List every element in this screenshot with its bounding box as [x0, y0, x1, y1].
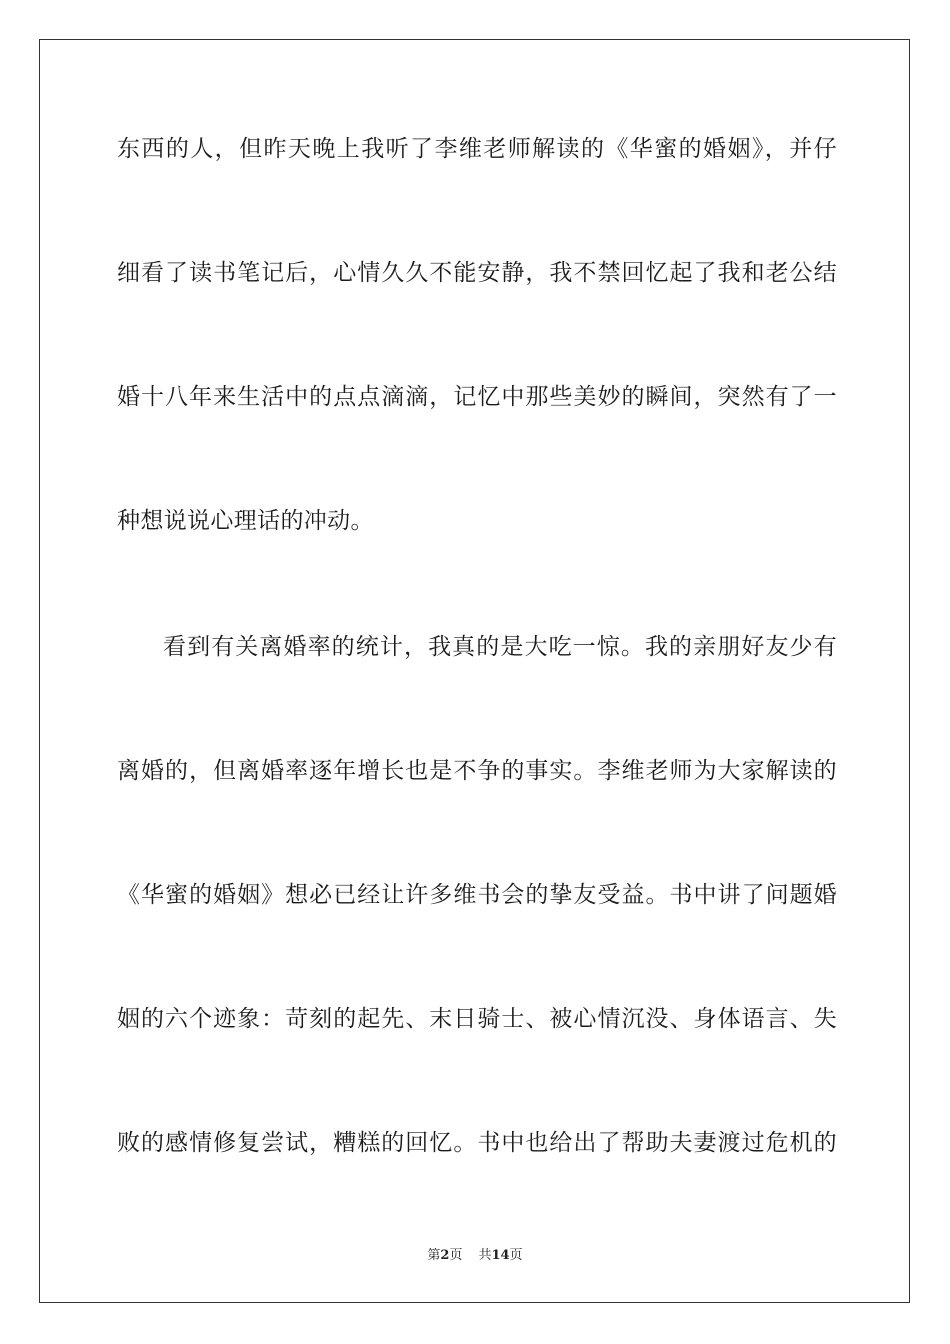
text-line: 细看了读书笔记后，心情久久不能安静，我不禁回忆起了我和老公结 [117, 260, 837, 286]
text-line: 姻的六个迹象：苛刻的起先、末日骑士、被心情沉没、身体语言、失 [117, 1006, 837, 1032]
text-line: 婚十八年来生活中的点点滴滴，记忆中那些美妙的瞬间，突然有了一 [117, 384, 837, 410]
page-border [39, 39, 910, 1303]
page-suffix: 页 [449, 1248, 463, 1263]
page-number: 2 [440, 1248, 450, 1263]
total-prefix: 共 [478, 1248, 492, 1263]
text-line: 看到有关离婚率的统计，我真的是大吃一惊。我的亲朋好友少有 [163, 634, 837, 660]
text-line: 东西的人，但昨天晚上我听了李维老师解读的《华蜜的婚姻》，并仔 [117, 136, 837, 162]
text-line: 《华蜜的婚姻》想必已经让许多维书会的挚友受益。书中讲了问题婚 [117, 882, 837, 908]
total-pages: 14 [491, 1248, 510, 1263]
page-prefix: 第 [427, 1248, 441, 1263]
text-line: 败的感情修复尝试，糟糕的回忆。书中也给出了帮助夫妻渡过危机的 [117, 1130, 837, 1156]
total-suffix: 页 [509, 1248, 523, 1263]
page-footer [0, 1247, 950, 1265]
text-line: 离婚的，但离婚率逐年增长也是不争的事实。李维老师为大家解读的 [117, 758, 837, 784]
text-line: 种想说说心理话的冲动。 [117, 508, 374, 534]
